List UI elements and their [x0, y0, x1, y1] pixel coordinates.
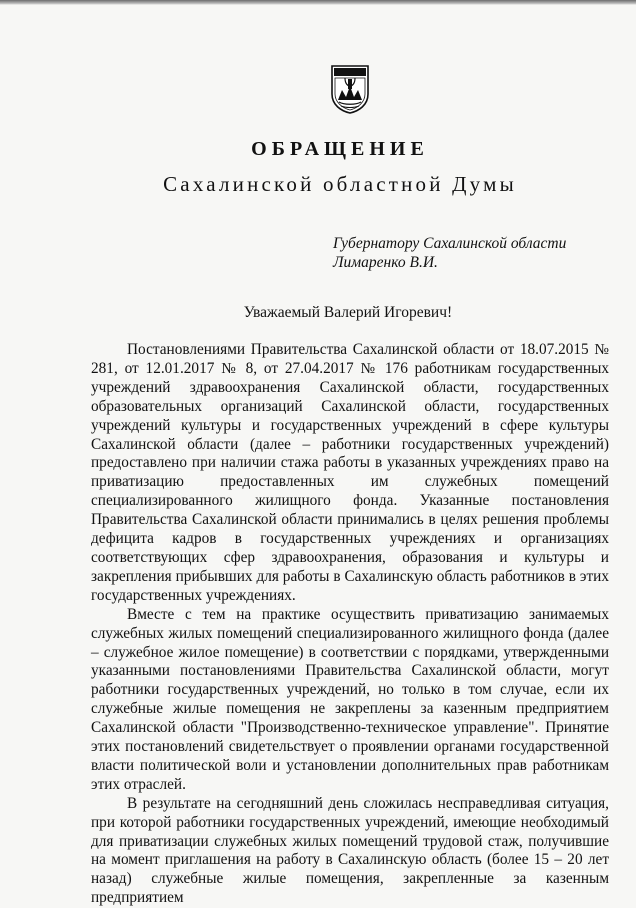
document-title: ОБРАЩЕНИЕ: [251, 138, 429, 160]
document-subtitle: Сахалинской областной Думы: [163, 172, 517, 196]
body-paragraph: Вместе с тем на практике осуществить приватизацию занимаемых служебных жилых помещений специализированного жилищного фонда (далее – служебное жилое помещение) в соответствии с порядками, утвержденными указанными постановлениями Правительства Сахалинской области, могут работники государственных учреждений, но только в том случае, если их служебные жилые помещения не закреплены за казенным предприятием Сахалинской области "Производственно-техническое управление". Принятие этих постановлений свидетельствует о проявлении органами государственной власти политической воли и установлении дополнительных прав работникам этих отраслей.: [91, 605, 609, 793]
body-paragraph: В результате на сегодняшний день сложилась несправедливая ситуация, при которой работники государственных учреждений, имеющие необходимый для приватизации служебных жилых помещений трудовой стаж, получившие на момент приглашения на работу в Сахалинскую область (более 15 – 20 лет назад) служебные жилые помещения, закрепленные за казенным предприятием: [91, 794, 609, 907]
addressee-position: Губернатору Сахалинской области: [333, 235, 567, 252]
document-body: [91, 341, 609, 908]
body-paragraph: Постановлениями Правительства Сахалинской области от 18.07.2015 № 281, от 12.01.2017 № 8, от 27.04.2017 № 176 работникам государственных учреждений здравоохранения Сахалинской области, государственных образовательных организаций Сахалинской области, государственных учреждений культуры и государственных учреждений в сфере культуры Сахалинской области (далее – работники государственных учреждений) предоставлено при наличии стажа работы в указанных учреждениях право на приватизацию предоставленных им служебных помещений специализированного жилищного фонда. Указанные постановления Правительства Сахалинской области принимались в целях решения проблемы дефицита кадров в государственных учреждениях и организациях соответствующих сфер здравоохранения, образования и культуры и закрепления прибывших для работы в Сахалинскую область работников в этих государственных учреждениях.: [91, 341, 609, 604]
addressee-block: [333, 234, 613, 272]
addressee-name: Лимаренко В.И.: [333, 254, 438, 271]
coat-of-arms-icon: [330, 64, 370, 114]
scan-edge: [0, 0, 636, 5]
salutation: Уважаемый Валерий Игоревич!: [243, 304, 453, 321]
